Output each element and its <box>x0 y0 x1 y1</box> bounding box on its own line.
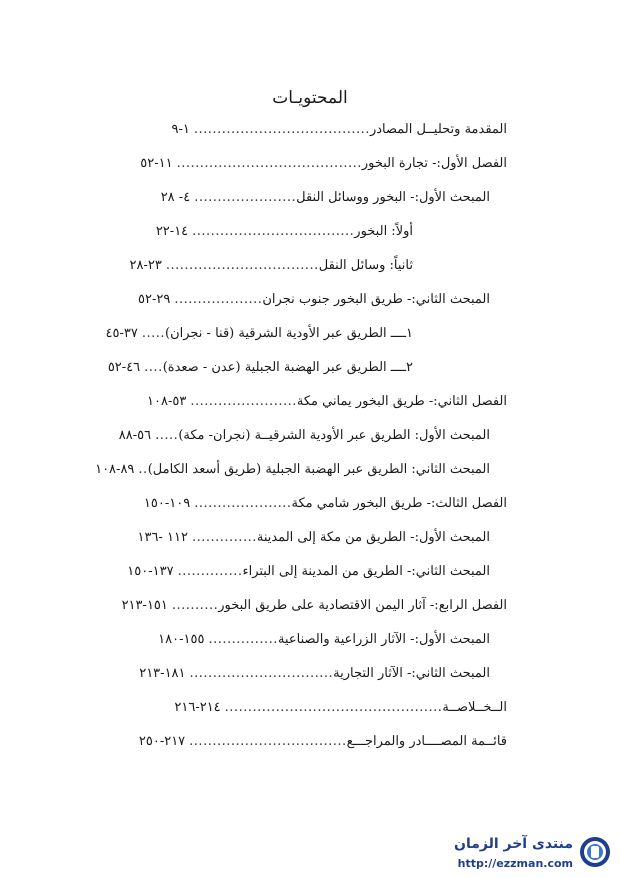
toc-page-range: ١-٩ <box>171 122 190 137</box>
toc-page-range: ١١-٥٢ <box>140 156 173 171</box>
toc-page-range: ٢٣-٢٨ <box>129 258 162 273</box>
toc-page-range: ١٤-٢٢ <box>155 224 189 239</box>
toc-leader-dots: ................... <box>174 292 263 307</box>
toc-entry <box>145 188 490 208</box>
page-title: المحتويـات <box>272 88 348 108</box>
toc-entry-title: المبحث الثاني:- الآثار التجارية <box>333 666 490 681</box>
toc-leader-dots: ............... <box>208 632 278 647</box>
toc-entry-title: الفصل الأول:- تجارة البخور <box>361 156 507 171</box>
toc-entry-title: المبحث الأول: الطريق عبر الأودية الشرقيــة (نجران- مكة) <box>178 428 490 443</box>
toc-page-range: ١٠٩-١٥٠ <box>143 496 191 511</box>
toc-entry <box>133 120 507 140</box>
toc-entry-title: الفصل الرابع:- آثار اليمن الاقتصادية على طريق البخور <box>218 598 507 613</box>
toc-entry <box>99 630 490 650</box>
toc-leader-dots: ...................... <box>194 190 297 205</box>
toc-entry-title: المبحث الثاني: الطريق عبر الهضبة الجبلية (طريق أسعد الكامل) <box>147 462 490 477</box>
toc-page-range: ٢١٤-٢١٦ <box>174 700 221 715</box>
toc-entry-title: المبحث الأول:- البخور ووسائل النقل <box>296 190 490 205</box>
toc-entry-title: المقدمة وتحليــل المصادر <box>369 122 507 137</box>
toc-leader-dots: ........................................ <box>176 156 362 171</box>
toc-entry <box>99 698 507 718</box>
toc-entry <box>100 562 490 582</box>
toc-leader-dots: ............................................... <box>224 700 443 715</box>
toc-page-range: ٤- ٢٨ <box>160 190 191 205</box>
toc-entry-title: ٢ــــ الطريق عبر الهضبة الجبلية (عدن - صعدة) <box>162 360 413 375</box>
toc-leader-dots: ............................... <box>189 666 334 681</box>
toc-leader-dots: .. <box>138 462 148 477</box>
toc-page-range: ١٥٥-١٨٠ <box>158 632 205 647</box>
toc-page-range: ٢٩-٥٢ <box>138 292 171 307</box>
toc-page-range: ٢١٧-٢٥٠ <box>138 734 186 749</box>
toc-leader-dots: ..... <box>155 428 179 443</box>
toc-page-range: ٥٣-١٠٨ <box>146 394 187 409</box>
forum-logo-icon <box>579 836 611 868</box>
toc-page-range: ١٨١-٢١٣ <box>139 666 186 681</box>
toc-page-range: ١٣٧-١٥٠ <box>127 564 174 579</box>
toc-leader-dots: .................................. <box>189 734 347 749</box>
toc-leader-dots: ................................. <box>165 258 319 273</box>
toc-page-range: ٥٦-٨٨ <box>118 428 152 443</box>
toc-entry-title: أولاً: البخور <box>354 224 413 239</box>
toc-entry <box>99 664 490 684</box>
toc-entry <box>96 528 490 548</box>
toc-entry <box>116 154 507 174</box>
toc-entry-title: الــخــلاصــة <box>442 700 507 715</box>
toc-entry-title: المبحث الثاني:- طريق البخور جنوب نجران <box>262 292 490 307</box>
toc-page-range: ١٥١-٢١٣ <box>121 598 168 613</box>
toc-leader-dots: ..... <box>141 326 166 341</box>
toc-leader-dots: ................................... <box>192 224 355 239</box>
toc-entry-title: ثانياً: وسائل النقل <box>318 258 413 273</box>
toc-entry-title: المبحث الثاني:- الطريق من المدينة إلى البتراء <box>242 564 490 579</box>
toc-leader-dots: .......... <box>171 598 219 613</box>
toc-page-range: ٨٩-١٠٨ <box>95 462 135 477</box>
toc-page-range: ١١٢ -١٣٦ <box>137 530 188 545</box>
toc-entry <box>95 460 490 480</box>
toc-entry-title: قائــمة المصــــادر والمراجـــع <box>346 734 507 749</box>
toc-entry <box>99 494 507 514</box>
toc-entry <box>108 392 507 412</box>
toc-entry <box>99 732 507 752</box>
toc-leader-dots: .... <box>144 360 163 375</box>
forum-name: منتدى آخر الزمان <box>454 836 573 852</box>
toc-entry-title: الفصل الثاني:- طريق البخور يماني مكة <box>296 394 507 409</box>
toc-leader-dots: ....................... <box>190 394 297 409</box>
forum-url[interactable]: http://ezzman.com <box>457 857 573 870</box>
toc-page-range: ٤٦-٥٢ <box>107 360 141 375</box>
toc-entry <box>107 358 413 378</box>
toc-page-range: ٣٧-٤٥ <box>105 326 138 341</box>
toc-entry-title: ١ــــ الطريق عبر الأودية الشرقية (قنا - نجران) <box>165 326 413 341</box>
toc-entry <box>129 256 413 276</box>
toc-entry <box>105 324 413 344</box>
toc-entry <box>140 222 413 242</box>
toc-entry <box>99 596 507 616</box>
toc-leader-dots: ...................................... <box>193 122 370 137</box>
toc-entry-title: المبحث الأول:- الآثار الزراعية والصناعية <box>277 632 490 647</box>
toc-leader-dots: .............. <box>177 564 243 579</box>
toc-entry <box>116 290 490 310</box>
toc-leader-dots: ..................... <box>194 496 292 511</box>
toc-entry-title: الفصل الثالث:- طريق البخور شامي مكة <box>291 496 507 511</box>
toc-entry-title: المبحث الأول:- الطريق من مكة إلى المدينة <box>256 530 490 545</box>
toc-leader-dots: .............. <box>191 530 257 545</box>
toc-entry <box>116 426 490 446</box>
